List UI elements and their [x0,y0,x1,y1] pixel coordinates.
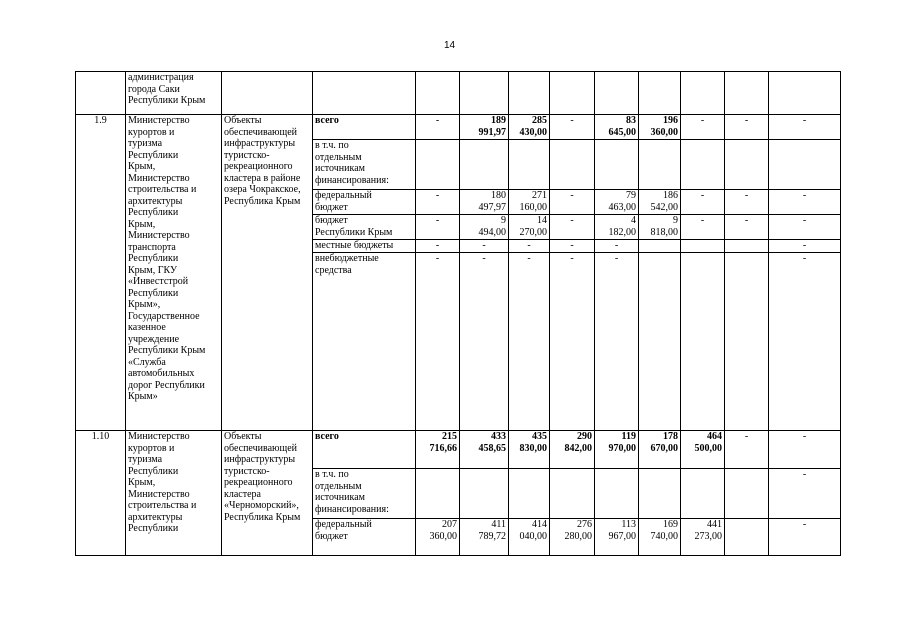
value-cell: 180 497,97 [460,190,509,215]
source-cell: в т.ч. по отдельным источникам финансирования: [313,140,416,190]
source-cell: федеральный бюджет [313,190,416,215]
value-cell: 196 360,00 [639,115,681,140]
value-cell: 433 458,65 [460,431,509,469]
value-cell: - [769,431,841,469]
page-number: 14 [443,40,456,51]
value-cell: - [416,240,460,253]
value-cell: 119 970,00 [595,431,639,469]
value-cell: - [725,431,769,469]
value-cell [681,253,725,431]
value-cell: 290 842,00 [550,431,595,469]
value-cell: - [509,240,550,253]
source-cell: внебюджетные средства [313,253,416,431]
object-cell: Объекты обеспечивающей инфраструктуры туристско- рекреационного кластера в районе озера Чокракское, Республика Крым [222,115,313,431]
value-cell: - [550,190,595,215]
value-cell: - [725,115,769,140]
value-cell: - [681,190,725,215]
value-cell: 207 360,00 [416,519,460,556]
value-cell: 79 463,00 [595,190,639,215]
value-cell: - [550,240,595,253]
value-cell: - [681,115,725,140]
value-cell: - [416,215,460,240]
value-cell: - [550,215,595,240]
value-cell: - [725,190,769,215]
item-number-cell: 1.9 [76,115,126,431]
value-cell: 9 494,00 [460,215,509,240]
source-cell: местные бюджеты [313,240,416,253]
value-cell: - [595,253,639,431]
value-cell: 83 645,00 [595,115,639,140]
value-cell: - [460,253,509,431]
value-cell: - [769,469,841,519]
value-cell: 186 542,00 [639,190,681,215]
value-cell: 113 967,00 [595,519,639,556]
value-cell: - [769,190,841,215]
value-cell: - [460,240,509,253]
value-cell: - [769,253,841,431]
table-row [76,431,841,469]
value-cell: - [725,215,769,240]
value-cell [639,253,681,431]
ministry-cell: администрация города Саки Республики Крым [126,72,222,115]
value-cell [725,240,769,253]
source-cell: бюджет Республики Крым [313,215,416,240]
value-cell: 178 670,00 [639,431,681,469]
value-cell: 285 430,00 [509,115,550,140]
value-cell: - [509,253,550,431]
table-row [76,72,841,115]
value-cell: - [550,253,595,431]
value-cell: - [416,190,460,215]
value-cell: - [769,115,841,140]
value-cell: - [416,253,460,431]
value-cell: 169 740,00 [639,519,681,556]
object-cell: Объекты обеспечивающей инфраструктуры туристско- рекреационного кластера «Черноморский», Республика Крым [222,431,313,556]
value-cell [639,240,681,253]
value-cell: - [595,240,639,253]
value-cell: - [550,115,595,140]
ministry-cell: Министерство курортов и туризма Республики Крым, Министерство строительства и архитектуры Республики Крым, Министерство транспорта Республики Крым, ГКУ «Инвестстрой Республики Крым», Государственное казенное учреждение Республики Крым «Служба автомобильных дорог Республики Крым» [126,115,222,431]
value-cell: 464 500,00 [681,431,725,469]
value-cell: 271 160,00 [509,190,550,215]
value-cell: 276 280,00 [550,519,595,556]
value-cell: - [416,115,460,140]
value-cell: - [769,240,841,253]
source-cell: в т.ч. по отдельным источникам финансирования: [313,469,416,519]
value-cell: 14 270,00 [509,215,550,240]
table-row [76,115,841,140]
item-number-cell: 1.10 [76,431,126,556]
value-cell: 215 716,66 [416,431,460,469]
value-cell: 414 040,00 [509,519,550,556]
value-cell: 435 830,00 [509,431,550,469]
source-cell: всего [313,431,416,469]
budget-table [75,71,841,556]
value-cell: 4 182,00 [595,215,639,240]
object-cell [222,72,313,115]
value-cell [681,240,725,253]
source-cell: федеральный бюджет [313,519,416,556]
ministry-cell: Министерство курортов и туризма Республики Крым, Министерство строительства и архитектуры Республики [126,431,222,556]
value-cell: - [769,519,841,556]
value-cell: - [769,215,841,240]
source-cell: всего [313,115,416,140]
value-cell: 411 789,72 [460,519,509,556]
value-cell: 9 818,00 [639,215,681,240]
value-cell [725,253,769,431]
value-cell: 441 273,00 [681,519,725,556]
source-cell [313,72,416,115]
value-cell: 189 991,97 [460,115,509,140]
item-number-cell [76,72,126,115]
value-cell [725,519,769,556]
value-cell: - [681,215,725,240]
